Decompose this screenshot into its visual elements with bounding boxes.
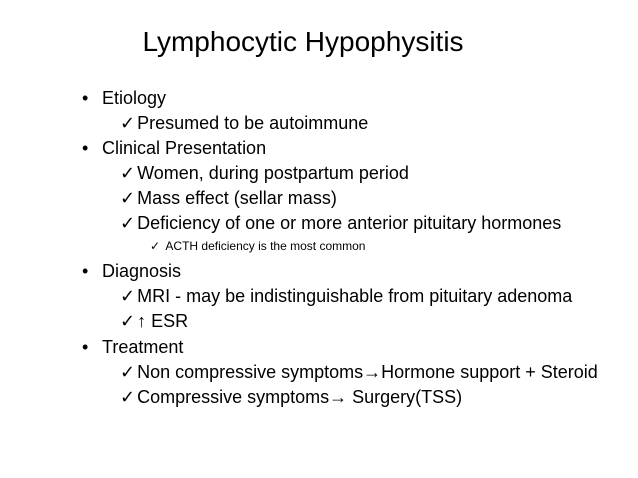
- sub-bullet-text: Non compressive symptoms→Hormone support + Steroid: [137, 362, 598, 382]
- bullet-dot-icon: •: [82, 261, 89, 281]
- sub-bullet-text: Compressive symptoms→ Surgery(TSS): [137, 387, 463, 407]
- checkmark-icon: ✓: [120, 213, 136, 233]
- sub-bullet: [120, 187, 337, 209]
- bullet-diagnosis: [82, 260, 182, 282]
- sub-bullet: [120, 285, 572, 307]
- bullet-dot-icon: •: [82, 337, 89, 357]
- section-heading: Diagnosis: [102, 261, 182, 281]
- sub-bullet-text: MRI - may be indistinguishable from pituitary adenoma: [137, 286, 573, 306]
- bullet-etiology: [82, 87, 167, 109]
- bullet-dot-icon: •: [82, 88, 89, 108]
- sub-bullet: [120, 386, 462, 408]
- checkmark-icon: ✓: [120, 163, 136, 183]
- bullet-treatment: [82, 336, 184, 358]
- sub-bullet: [120, 112, 368, 134]
- sub-sub-bullet: [150, 238, 365, 254]
- bullet-clinical-presentation: [82, 137, 267, 159]
- section-heading: Etiology: [102, 88, 167, 108]
- sub-bullet-text: Women, during postpartum period: [137, 163, 409, 183]
- section-heading: Clinical Presentation: [102, 138, 267, 158]
- slide-title: Lymphocytic Hypophysitis: [142, 26, 464, 57]
- checkmark-icon: ✓: [120, 387, 136, 407]
- bullet-dot-icon: •: [82, 138, 89, 158]
- sub-bullet-text: Deficiency of one or more anterior pituitary hormones: [137, 213, 562, 233]
- sub-bullet: [120, 212, 561, 234]
- checkmark-icon: ✓: [120, 188, 136, 208]
- checkmark-icon: ✓: [120, 113, 136, 133]
- checkmark-icon: ✓: [120, 311, 136, 331]
- checkmark-icon: ✓: [120, 362, 136, 382]
- sub-bullet-text: Mass effect (sellar mass): [137, 188, 337, 208]
- sub-bullet-text: ↑ ESR: [137, 311, 189, 331]
- checkmark-icon: ✓: [120, 286, 136, 306]
- sub-bullet: [120, 361, 598, 383]
- sub-bullet-text: Presumed to be autoimmune: [137, 113, 369, 133]
- checkmark-icon: ✓: [150, 239, 161, 253]
- sub-bullet: [120, 310, 188, 332]
- sub-sub-bullet-text: ACTH deficiency is the most common: [165, 239, 366, 253]
- section-heading: Treatment: [102, 337, 184, 357]
- sub-bullet: [120, 162, 409, 184]
